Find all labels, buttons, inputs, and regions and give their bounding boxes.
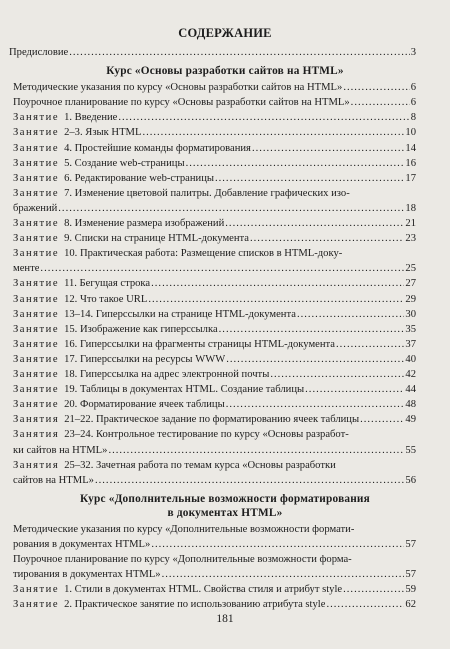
entry-page: 6: [410, 97, 416, 109]
toc-entry-line: [13, 443, 416, 458]
toc-entry-line: [13, 261, 416, 276]
entry-title: 2. Практическое занятие по использованию атрибута style: [64, 599, 326, 611]
dot-leader: [226, 352, 404, 367]
dot-leader: [336, 337, 404, 352]
entry-page: 21: [405, 218, 416, 229]
entry-title: 8. Изменение размера изображений: [64, 218, 225, 229]
entry-label: Занятие: [13, 384, 60, 396]
dot-leader: [148, 292, 404, 307]
toc-entry-line: [13, 141, 416, 156]
entry-title: 18. Гиперссылка на адрес электронной почты: [64, 369, 270, 380]
toc-entry-line: [13, 80, 416, 95]
dot-leader: [351, 95, 410, 110]
dot-leader: [151, 537, 404, 552]
dot-leader: [343, 582, 404, 597]
entry-title: 13–14. Гиперссылки на странице HTML-документа: [64, 308, 296, 320]
entry-title: 9. Списки на странице HTML-документа: [64, 233, 249, 245]
toc-entry-line: [13, 397, 416, 412]
entry-page: 42: [405, 369, 416, 380]
entry-title: 5. Создание web-страницы: [64, 157, 185, 169]
entry-label: Занятие: [13, 172, 60, 184]
section-heading: Курс «Дополнительные возможности форматирования: [80, 492, 370, 505]
entry-title: 12. Что такое URL: [64, 293, 148, 305]
toc-entry-line: [13, 458, 416, 473]
dot-leader: [40, 261, 404, 276]
entry-label: Занятие: [13, 157, 60, 169]
toc-entry-line: [13, 125, 416, 140]
dot-leader: [162, 567, 405, 582]
entry-label: Занятие: [13, 308, 60, 320]
entry-page: 57: [405, 569, 416, 581]
entry-title: 20. Форматирование ячеек таблицы: [64, 399, 225, 411]
entry-page: 10: [405, 127, 416, 139]
toc-entry-line: [13, 322, 416, 337]
dot-leader: [108, 443, 404, 458]
entry-page: 27: [405, 278, 416, 290]
dot-leader: [250, 231, 404, 246]
dot-leader: [252, 141, 404, 156]
toc-entry-line: [13, 337, 416, 352]
page-title: СОДЕРЖАНИЕ: [178, 26, 272, 40]
toc-entry-line: [13, 201, 416, 216]
entry-label: Занятие: [13, 584, 60, 596]
toc-entry-line: [13, 522, 416, 537]
toc-entry-line: [13, 110, 416, 125]
entry-title: бражений: [13, 202, 58, 214]
entry-title: 21–22. Практическое задание по форматированию ячеек таблицы: [64, 414, 360, 426]
dot-leader: [95, 473, 404, 488]
entry-label: Занятие: [13, 127, 60, 139]
entry-title: 7. Изменение цветовой палитры. Добавление графических изо-: [64, 187, 350, 199]
dot-leader: [225, 216, 404, 231]
toc-entry-line: [13, 567, 416, 582]
entry-title: ки сайтов на HTML»: [13, 444, 108, 456]
entry-title: 10. Практическая работа: Размещение списков в HTML-доку-: [64, 248, 343, 260]
toc-entry-line: [13, 352, 416, 367]
dot-leader: [219, 322, 405, 337]
entry-label: Занятие: [13, 399, 60, 411]
entry-title: Предисловие: [9, 47, 69, 58]
entry-label: Занятие: [13, 278, 60, 290]
entry-label: Занятие: [13, 218, 60, 229]
entry-page: 55: [405, 444, 416, 456]
dot-leader: [118, 110, 409, 125]
entry-title: 25–32. Зачетная работа по темам курса «Основы разработки: [64, 459, 336, 471]
entry-title: 4. Простейшие команды форматирования: [64, 142, 251, 154]
entry-title: 2–3. Язык HTML: [64, 127, 142, 139]
entry-title: 1. Стили в документах HTML. Свойства стиля и атрибут style: [64, 584, 343, 596]
entry-page: 62: [405, 599, 416, 611]
toc-entry-line: [13, 582, 416, 597]
entry-page: 59: [405, 584, 416, 596]
toc-entry-line: [13, 156, 416, 171]
entry-page: 18: [405, 202, 416, 214]
entry-label: Занятие: [13, 323, 60, 335]
toc-entry-line: [13, 171, 416, 186]
dot-leader: [270, 367, 404, 382]
entry-page: 35: [405, 323, 416, 335]
toc-entry-line: [13, 231, 416, 246]
entry-page: 17: [405, 172, 416, 184]
entry-page: 56: [405, 474, 416, 486]
entry-label: Занятие: [13, 187, 60, 199]
dot-leader: [326, 597, 404, 612]
entry-title: сайтов на HTML»: [13, 474, 94, 486]
entry-title: 17. Гиперссылки на ресурсы WWW: [64, 353, 226, 365]
entry-label: Занятие: [13, 233, 60, 245]
toc-entry-line: [13, 412, 416, 427]
toc-entry-line: [13, 552, 416, 567]
toc-entry-line: [13, 246, 416, 261]
toc-entry-preface: [9, 45, 416, 60]
entry-page: 44: [405, 384, 416, 396]
toc-entry-line: [13, 537, 416, 552]
entry-page: 16: [405, 157, 416, 169]
toc-entry-line: [13, 276, 416, 291]
entry-label: Занятия: [13, 429, 60, 441]
toc-entry-line: [13, 473, 416, 488]
dot-leader: [360, 412, 404, 427]
entry-title: Методические указания по курсу «Дополнительные возможности формати-: [13, 523, 355, 535]
dot-leader: [151, 276, 404, 291]
entry-title: 1. Введение: [64, 112, 118, 124]
entry-page: 23: [405, 233, 416, 245]
dot-leader: [69, 45, 409, 60]
entry-page: 14: [405, 142, 416, 154]
entry-title: 15. Изображение как гиперссылка: [64, 323, 218, 335]
dot-leader: [226, 397, 405, 412]
toc-entry-line: [13, 186, 416, 201]
entry-page: 37: [405, 338, 416, 350]
dot-leader: [305, 382, 404, 397]
toc-entry-line: [13, 307, 416, 322]
dot-leader: [215, 171, 404, 186]
entry-page: 49: [405, 414, 416, 426]
entry-page: 6: [410, 82, 416, 94]
entry-page: 3: [410, 47, 416, 58]
toc-entry-line: [13, 292, 416, 307]
entry-label: Занятие: [13, 599, 60, 611]
entry-title: Поурочное планирование по курсу «Дополнительные возможности форма-: [13, 554, 352, 565]
entry-label: Занятие: [13, 293, 60, 305]
entry-label: Занятие: [13, 353, 60, 365]
entry-title: тирования в документах HTML»: [13, 569, 161, 581]
entry-page: 25: [405, 263, 416, 275]
entry-label: Занятие: [13, 369, 60, 380]
entry-page: 57: [405, 538, 416, 550]
entry-label: Занятие: [13, 142, 60, 154]
entry-title: 11. Бегущая строка: [64, 278, 151, 290]
entry-title: Поурочное планирование по курсу «Основы разработки сайтов на HTML»: [13, 97, 350, 109]
dot-leader: [343, 80, 409, 95]
dot-leader: [297, 307, 404, 322]
section-heading: Курс «Основы разработки сайтов на HTML»: [106, 65, 344, 78]
entry-label: Занятие: [13, 338, 60, 350]
section-heading: в документах HTML»: [167, 506, 283, 519]
toc-entry-line: [13, 367, 416, 382]
entry-page: 48: [405, 399, 416, 411]
entry-page: 30: [405, 308, 416, 320]
entry-title: 16. Гиперссылки на фрагменты страницы HTML-документа: [64, 338, 335, 350]
entry-title: 19. Таблицы в документах HTML. Создание таблицы: [64, 384, 305, 396]
page-number: 181: [216, 613, 234, 625]
entry-page: 29: [405, 293, 416, 305]
entry-title: рования в документах HTML»: [13, 538, 151, 550]
entry-title: менте: [13, 263, 40, 275]
dot-leader: [58, 201, 404, 216]
dot-leader: [142, 125, 404, 140]
entry-page: 40: [405, 353, 416, 365]
toc-entry-line: [13, 597, 416, 612]
entry-title: Методические указания по курсу «Основы разработки сайтов на HTML»: [13, 82, 343, 94]
toc-entry-line: [13, 427, 416, 442]
toc-entry-line: [13, 95, 416, 110]
entry-label: Занятия: [13, 414, 60, 426]
entry-label: Занятие: [13, 112, 60, 124]
entry-label: Занятие: [13, 248, 60, 260]
entry-page: 8: [410, 112, 416, 124]
toc-entry-line: [13, 382, 416, 397]
dot-leader: [186, 156, 405, 171]
entry-title: 6. Редактирование web-страницы: [64, 172, 214, 184]
toc-entry-line: [13, 216, 416, 231]
entry-label: Занятия: [13, 459, 60, 471]
entry-title: 23–24. Контрольное тестирование по курсу «Основы разработ-: [64, 429, 349, 441]
